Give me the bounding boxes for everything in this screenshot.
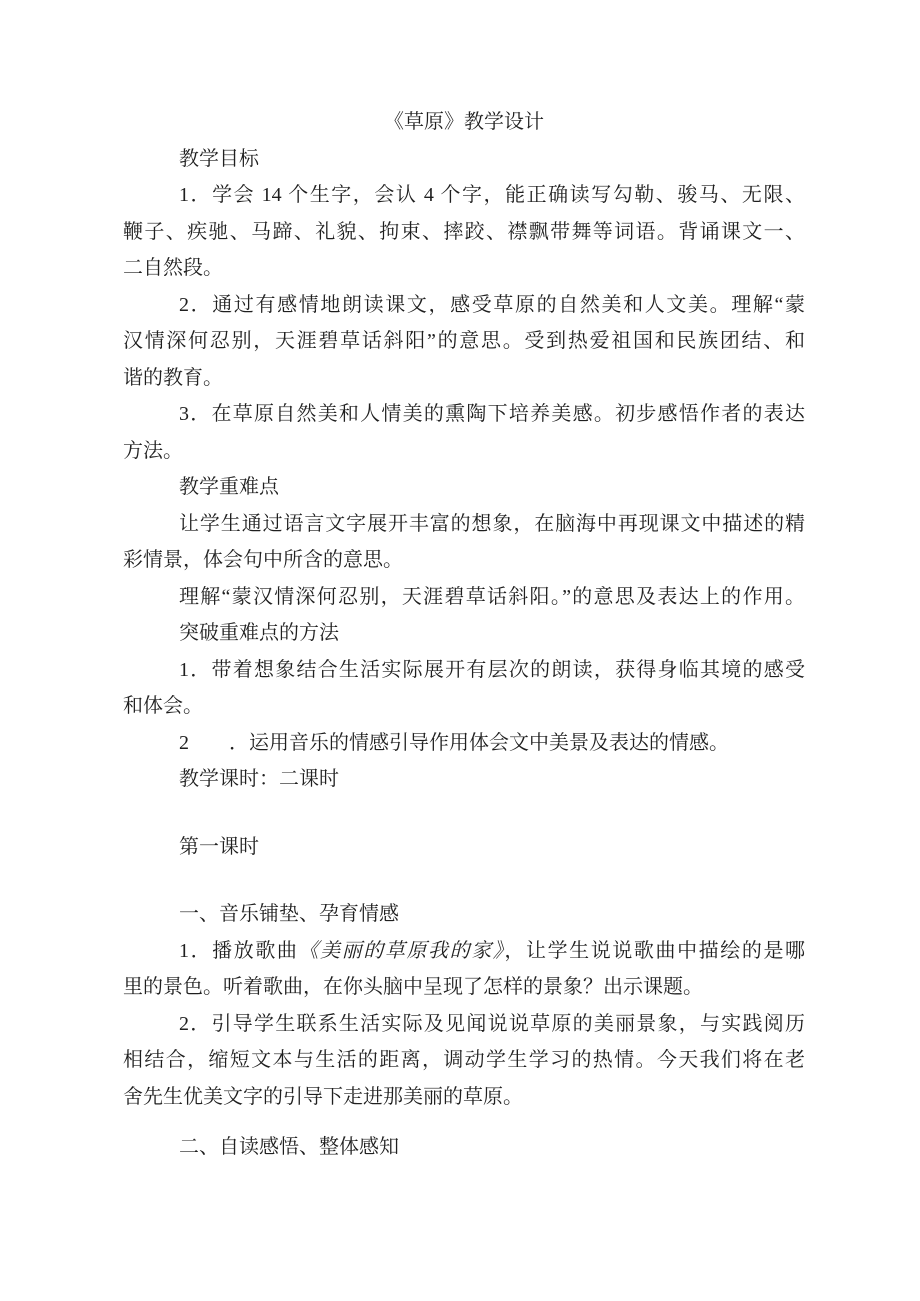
text-segment: 1．播放歌曲 xyxy=(179,939,299,962)
heading-section-2: 二、自读感悟、整体感知 xyxy=(179,1136,399,1158)
blank-line xyxy=(123,1115,805,1129)
heading-key-points: 教学重难点 xyxy=(179,476,279,498)
key-point-line: 让学生通过语言文字展开丰富的想象，在脑海中再现课文中描述的精 xyxy=(179,512,805,535)
objective-3-line: 3．在草原自然美和人情美的熏陶下培养美感。初步感悟作者的表达 xyxy=(179,403,805,425)
activity-2-line: 舍先生优美文字的引导下走进那美丽的草原。 xyxy=(123,1085,523,1108)
text-segment: ，让学生说说歌曲中描绘的是哪 xyxy=(504,939,805,962)
objective-3-line: 方法。 xyxy=(123,439,183,462)
heading-section-1: 一、音乐铺垫、孕育情感 xyxy=(179,903,399,925)
heading-methods: 突破重难点的方法 xyxy=(179,622,339,644)
blank-line xyxy=(123,798,805,829)
method-1-line: 和体会。 xyxy=(123,695,203,717)
objective-2-line: 谐的教育。 xyxy=(123,366,223,389)
method-2-line: 2 ．运用音乐的情感引导作用体会文中美景及表达的情感。 xyxy=(179,731,729,754)
lesson-hours-line: 教学课时：二课时 xyxy=(179,768,339,790)
activity-1-line xyxy=(123,933,805,970)
heading-first-lesson: 第一课时 xyxy=(179,835,259,858)
objective-2-line: 2．通过有感情地朗读课文，感受草原的自然美和人文美。理解“蒙 xyxy=(179,293,805,316)
objective-1-line: 二自然段。 xyxy=(123,257,223,279)
objective-1-line: 鞭子、疾驰、马蹄、礼貌、拘束、摔跤、襟飘带舞等词语。背诵课文一、 xyxy=(123,220,805,243)
document-title: 《草原》教学设计 xyxy=(384,111,544,133)
blank-line xyxy=(123,865,805,896)
key-point-line: 理解“蒙汉情深何忍别，天涯碧草话斜阳。”的意思及表达上的作用。 xyxy=(179,585,805,608)
heading-teaching-objectives: 教学目标 xyxy=(179,147,259,170)
activity-2-line: 2．引导学生联系生活实际及见闻说说草原的美丽景象，与实践阅历 xyxy=(179,1012,805,1035)
objective-1-line: 1．学会 14 个生字，会认 4 个字，能正确读写勾勒、骏马、无限、 xyxy=(179,184,805,206)
method-1-line: 1．带着想象结合生活实际展开有层次的朗读，获得身临其境的感受 xyxy=(179,658,805,681)
activity-2-line: 相结合，缩短文本与生活的距离，调动学生学习的热情。今天我们将在老 xyxy=(123,1049,805,1071)
key-point-line: 彩情景，体会句中所含的意思。 xyxy=(123,549,403,571)
activity-1-line: 里的景色。听着歌曲，在你头脑中呈现了怎样的景象？出示课题。 xyxy=(123,976,703,998)
document-content xyxy=(123,104,805,1166)
objective-2-line: 汉情深何忍别，天涯碧草话斜阳”的意思。受到热爱祖国和民族团结、和 xyxy=(123,330,805,352)
song-title-italic: 《美丽的草原我的家》 xyxy=(298,939,505,962)
